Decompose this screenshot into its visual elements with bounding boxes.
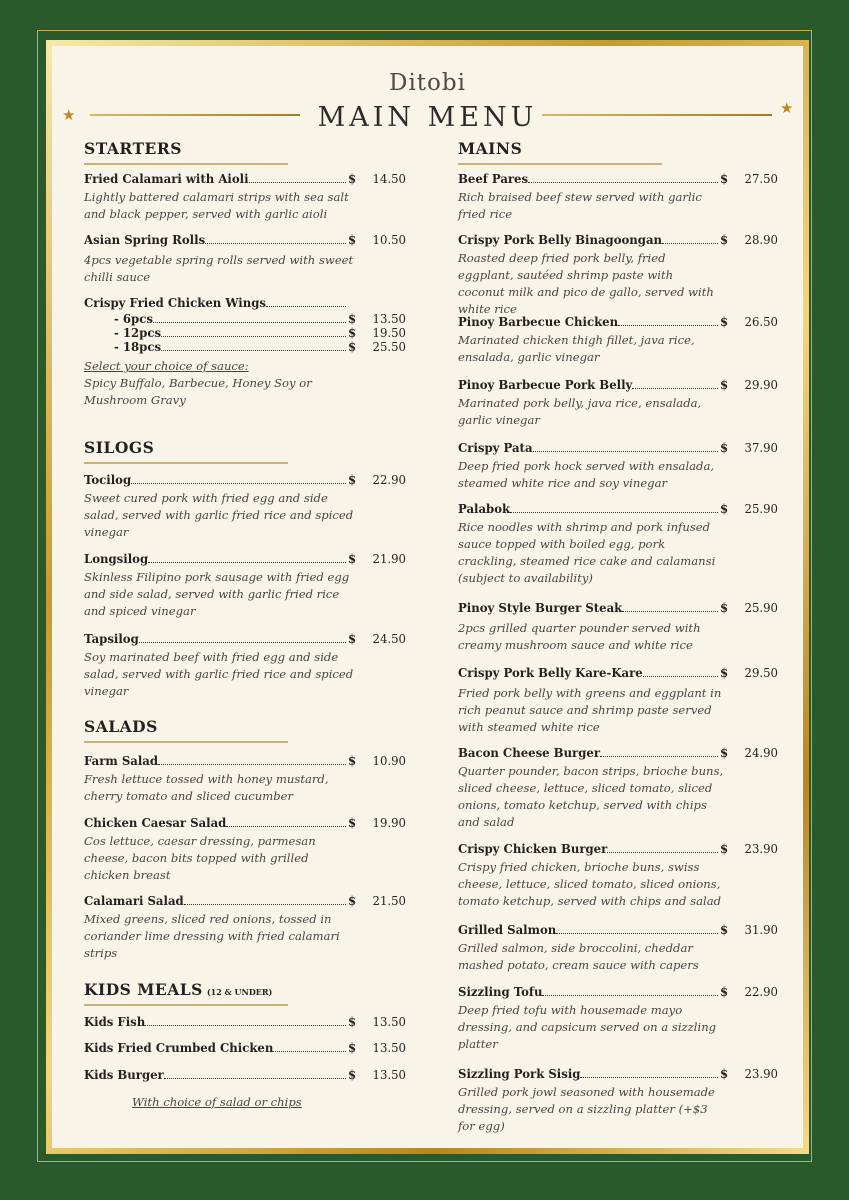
item-currency: $ [720,315,729,329]
item-price: 22.90 [744,985,778,999]
item-name: Tapsilog [84,632,139,646]
item-name: Bacon Cheese Burger [458,746,600,760]
item-name: Fried Calamari with Aioli [84,172,249,186]
item-description: Fresh lettuce tossed with honey mustard, cherry tomato and sliced cucumber [84,772,329,803]
page-title: MAIN MENU [317,102,538,133]
item-name: Farm Salad [84,754,159,768]
menu-item [458,601,778,654]
section-title: SALADS [84,717,158,736]
section-kids-meals [84,980,406,1006]
item-price: 24.50 [372,632,406,646]
item-price: 25.90 [744,502,778,516]
item-name: Crispy Pata [458,441,533,455]
option-currency: $ [348,312,357,326]
item-currency: $ [720,601,729,615]
item-price: 27.50 [744,172,778,186]
option-price: 13.50 [372,312,406,326]
section-title: SILOGS [84,438,155,457]
item-name: Crispy Fried Chicken Wings [84,296,266,310]
option-name: - 18pcs [114,340,162,354]
item-name: Sizzling Pork Sisig [458,1067,581,1081]
item-description: Grilled pork jowl seasoned with housemade dressing, served on a sizzling platter (+$3 for egg) [458,1085,715,1133]
item-currency: $ [720,1067,729,1081]
item-price: 31.90 [744,923,778,937]
item-name: Longsilog [84,552,149,566]
item-currency: $ [720,842,729,856]
menu-item [84,552,406,620]
item-name: Sizzling Tofu [458,985,543,999]
item-description: Skinless Filipino pork sausage with fried egg and side salad, served with garlic fried rice and spiced vinegar [84,570,350,618]
item-currency: $ [720,985,729,999]
menu-item [458,315,778,366]
section-rule [84,1004,288,1006]
item-currency: $ [720,441,729,455]
item-name: Grilled Salmon [458,923,557,937]
menu-item [84,473,406,541]
section-rule [84,741,288,743]
item-price: 21.90 [372,552,406,566]
item-description: Rice noodles with shrimp and pork infused sauce topped with boiled egg, pork crackling, steamed rice cake and calamansi (subject to availability) [458,520,716,585]
item-name: Calamari Salad [84,894,184,908]
menu-item [458,746,778,831]
menu-item [458,985,778,1053]
title-rule-right [542,114,772,116]
item-description: Fried pork belly with greens and eggplant in rich peanut sauce and shrimp paste served with steamed white rice [458,686,722,734]
item-description: Lightly battered calamari strips with sea salt and black pepper, served with garlic aioli [84,190,349,221]
item-name: Kids Fish [84,1015,146,1029]
brand-logo: Ditobi [389,70,466,96]
menu-item [458,502,778,587]
item-description: Quarter pounder, bacon strips, brioche buns, sliced cheese, lettuce, sliced tomato, sliced onions, tomato ketchup, served with chips and salad [458,764,724,829]
star-right-icon: ★ [780,99,794,117]
item-price: 29.50 [744,666,778,680]
item-price: 26.50 [744,315,778,329]
section-rule [84,163,288,165]
option-currency: $ [348,340,357,354]
menu-item [84,754,406,805]
item-price: 13.50 [372,1015,406,1029]
menu-item [458,378,778,429]
item-name: Kids Fried Crumbed Chicken [84,1041,274,1055]
item-currency: $ [720,172,729,186]
item-description: Rich braised beef stew served with garlic fried rice [458,190,702,221]
section-title: KIDS MEALS [84,980,203,999]
item-price: 21.50 [372,894,406,908]
section-rule [84,462,288,464]
option-price: 25.50 [372,340,406,354]
item-currency: $ [348,632,357,646]
section-salads [84,717,406,743]
section-title: MAINS [458,139,523,158]
item-currency: $ [348,894,357,908]
section-title: STARTERS [84,139,182,158]
menu-item [84,172,406,223]
option-name: - 6pcs [114,312,153,326]
menu-item [84,1041,406,1056]
item-name: Crispy Pork Belly Binagoongan [458,233,663,247]
item-description: Grilled salmon, side broccolini, cheddar mashed potato, cream sauce with capers [458,941,699,972]
item-name: Crispy Pork Belly Kare-Kare [458,666,643,680]
kids-note: With choice of salad or chips [132,1095,302,1109]
menu-item [84,816,406,884]
item-description: 2pcs grilled quarter pounder served with creamy mushroom sauce and white rice [458,621,701,652]
item-currency: $ [348,1015,357,1029]
section-subtitle: (12 & UNDER) [206,987,273,997]
menu-item [84,1015,406,1030]
option-name: - 12pcs [114,326,162,340]
item-name: Crispy Chicken Burger [458,842,608,856]
item-currency: $ [348,473,357,487]
item-price: 28.90 [744,233,778,247]
option-row [84,312,406,326]
item-currency: $ [348,172,357,186]
item-name: Kids Burger [84,1068,164,1082]
section-starters [84,139,406,165]
item-description: Marinated pork belly, java rice, ensalada, garlic vinegar [458,396,702,427]
section-rule [458,163,662,165]
item-description: Mixed greens, sliced red onions, tossed in coriander lime dressing with fried calamari strips [84,912,340,960]
item-price: 22.90 [372,473,406,487]
item-name: Pinoy Barbecue Pork Belly [458,378,633,392]
menu-item [458,172,778,223]
item-name: Tocilog [84,473,132,487]
item-name: Pinoy Barbecue Chicken [458,315,619,329]
item-price: 19.90 [372,816,406,830]
item-currency: $ [720,666,729,680]
menu-item [84,1068,406,1083]
menu-item [84,632,406,700]
item-name: Asian Spring Rolls [84,233,206,247]
menu-item [458,233,778,318]
item-description: Crispy fried chicken, brioche buns, swiss cheese, lettuce, sliced tomato, sliced onions, tomato ketchup, served with chips and salad [458,860,722,908]
menu-item [84,296,406,409]
item-currency: $ [348,1068,357,1082]
menu-item [458,441,778,492]
star-left-icon: ★ [62,106,76,124]
sauce-label: Select your choice of sauce: [84,359,249,373]
item-price: 10.90 [372,754,406,768]
item-price: 24.90 [744,746,778,760]
menu-item [84,894,406,962]
item-price: 23.90 [744,842,778,856]
menu-item [458,1067,778,1135]
item-price: 10.50 [372,233,406,247]
item-description: Deep fried tofu with housemade mayo dressing, and capsicum served on a sizzling platter [458,1003,717,1051]
menu-item [84,233,406,286]
item-currency: $ [348,233,357,247]
item-name: Palabok [458,502,511,516]
item-price: 14.50 [372,172,406,186]
item-price: 23.90 [744,1067,778,1081]
item-currency: $ [720,746,729,760]
item-currency: $ [720,502,729,516]
option-price: 19.50 [372,326,406,340]
item-description: Soy marinated beef with fried egg and side salad, served with garlic fried rice and spiced vinegar [84,650,354,698]
item-currency: $ [348,1041,357,1055]
item-price: 13.50 [372,1041,406,1055]
item-currency: $ [720,923,729,937]
menu-item [458,923,778,974]
item-description: Cos lettuce, caesar dressing, parmesan cheese, bacon bits topped with grilled chicken breast [84,834,316,882]
item-name: Chicken Caesar Salad [84,816,227,830]
item-currency: $ [348,816,357,830]
item-currency: $ [720,233,729,247]
item-name: Beef Pares [458,172,529,186]
item-description: Deep fried pork hock served with ensalada, steamed white rice and soy vinegar [458,459,715,490]
item-description: 4pcs vegetable spring rolls served with sweet chilli sauce [84,253,354,284]
menu-item [458,666,778,736]
item-currency: $ [348,754,357,768]
sauce-options: Spicy Buffalo, Barbecue, Honey Soy or Mushroom Gravy [84,376,312,407]
item-price: 29.90 [744,378,778,392]
item-price: 37.90 [744,441,778,455]
section-mains [458,139,778,165]
option-currency: $ [348,326,357,340]
item-description: Roasted deep fried pork belly, fried eggplant, sautéed shrimp paste with coconut milk and pico de gallo, served with white rice [458,251,714,316]
item-name: Pinoy Style Burger Steak [458,601,623,615]
menu-item [458,842,778,910]
section-silogs [84,438,406,464]
item-currency: $ [348,552,357,566]
item-currency: $ [720,378,729,392]
item-price: 13.50 [372,1068,406,1082]
option-row [84,326,406,340]
item-price: 25.90 [744,601,778,615]
menu-frame [46,40,809,1154]
option-row [84,340,406,354]
menu-paper [52,46,803,1148]
item-description: Marinated chicken thigh fillet, java rice, ensalada, garlic vinegar [458,333,695,364]
item-description: Sweet cured pork with fried egg and side salad, served with garlic fried rice and spiced vinegar [84,491,354,539]
